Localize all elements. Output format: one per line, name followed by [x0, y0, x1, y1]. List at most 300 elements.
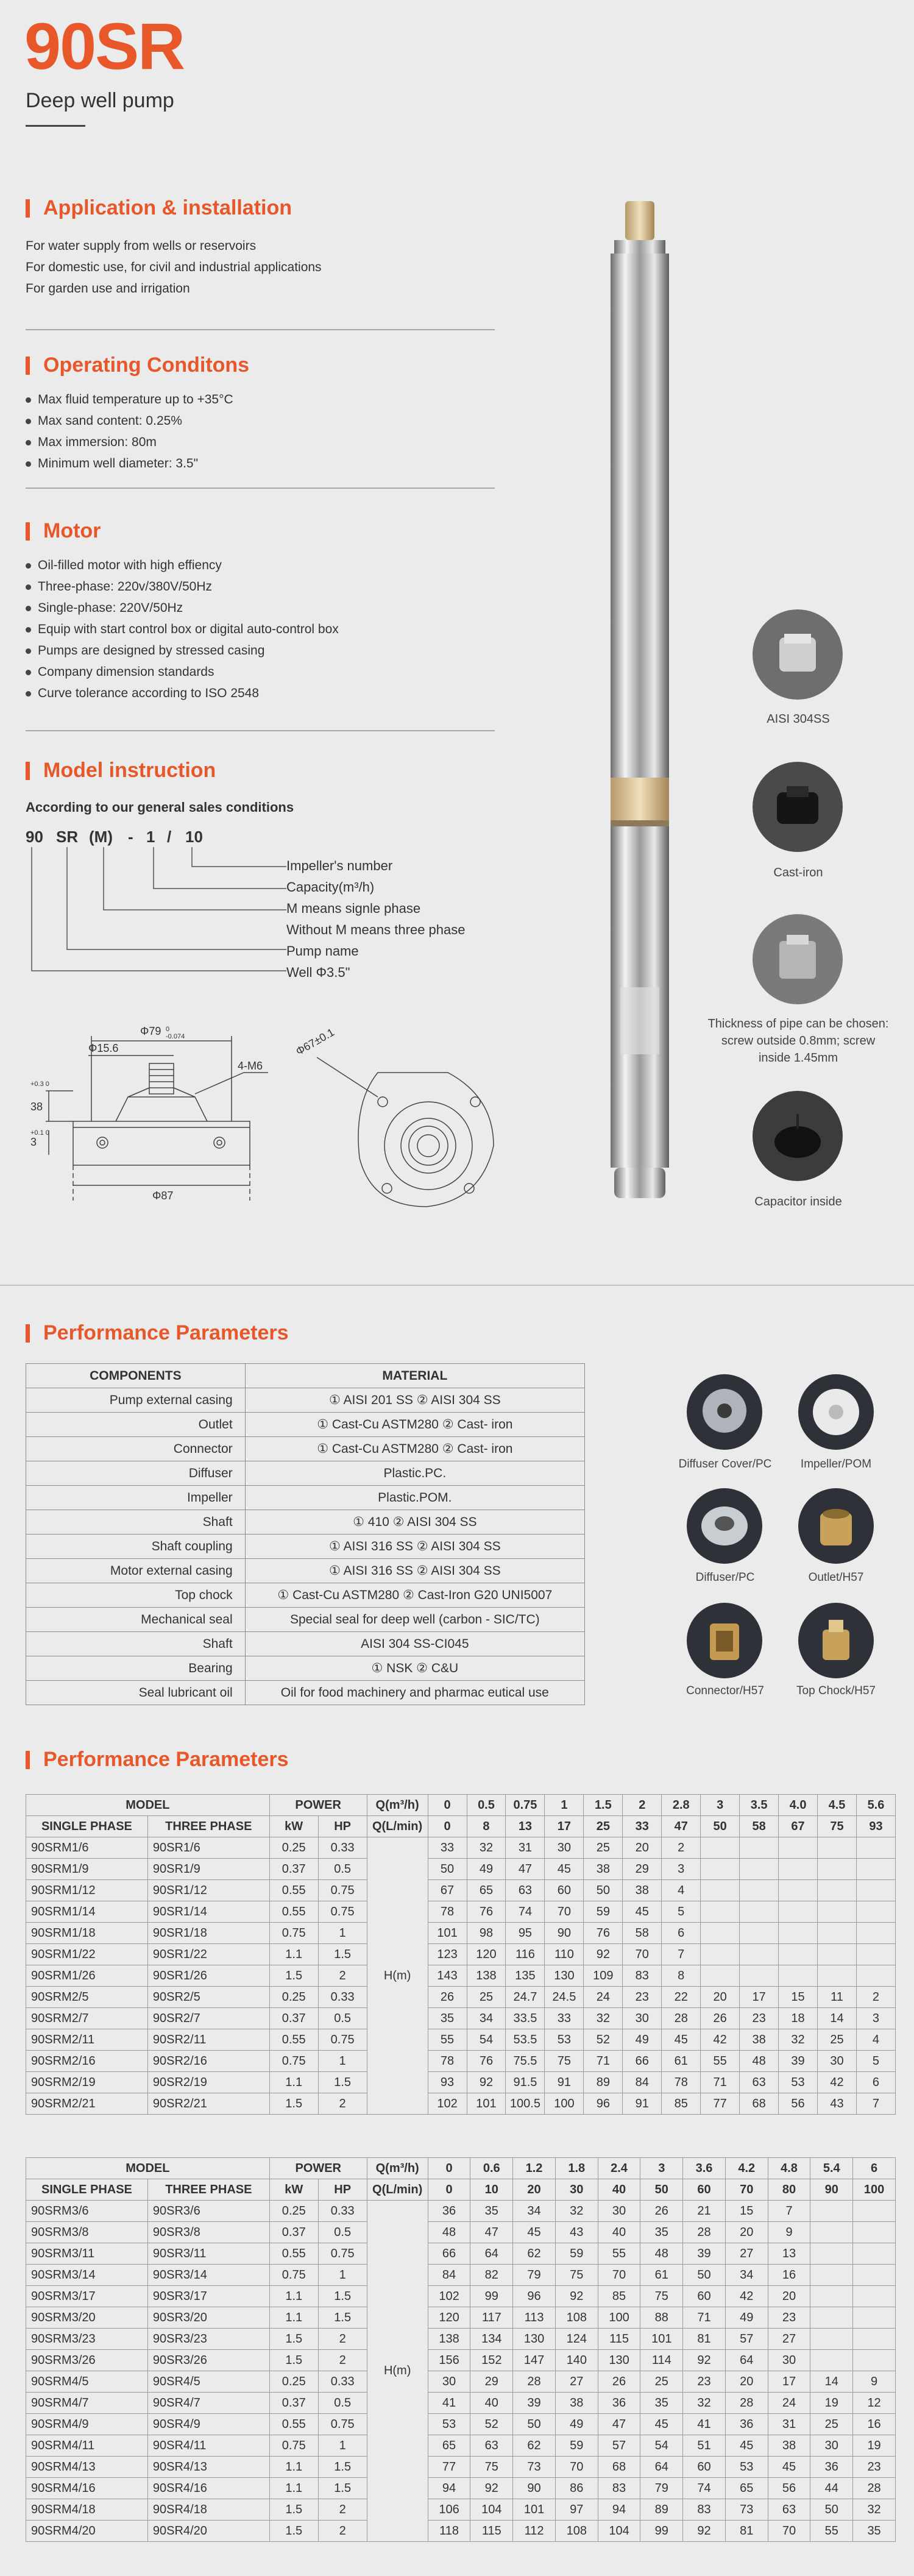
head-label-cell: H(m) — [367, 2201, 428, 2542]
table-row — [26, 1987, 896, 2008]
head-value-cell — [856, 1965, 895, 1987]
single-phase-model: 90SRM1/18 — [26, 1923, 148, 1944]
hp-cell: 1.5 — [318, 2457, 367, 2478]
head-value-cell — [740, 1880, 779, 1901]
head-value-cell: 98 — [467, 1923, 506, 1944]
table-row — [26, 2499, 896, 2521]
head-value-cell — [853, 2222, 896, 2243]
head-value-cell: 63 — [740, 2072, 779, 2093]
dim-h2: 3 — [30, 1136, 37, 1148]
q-value: 5.6 — [856, 1795, 895, 1816]
head-value-cell: 90 — [513, 2478, 556, 2499]
dim-h1-tol: +0.3 0 — [30, 1080, 49, 1088]
single-phase-model: 90SRM4/20 — [26, 2521, 148, 2542]
head-value-cell: 79 — [513, 2265, 556, 2286]
material-cell: ① AISI 316 SS ② AISI 304 SS — [245, 1535, 584, 1559]
operating-item: Max fluid temperature up to +35°C — [26, 389, 233, 410]
hp-cell: 1.5 — [318, 2286, 367, 2307]
three-phase-model: 90SR1/22 — [147, 1944, 269, 1965]
q-value: 47 — [662, 1816, 701, 1837]
impeller-photo — [798, 1374, 874, 1450]
kw-cell: 0.55 — [269, 2243, 318, 2265]
head-value-cell: 73 — [513, 2457, 556, 2478]
head-value-cell: 4 — [662, 1880, 701, 1901]
head-value-cell: 50 — [428, 1859, 467, 1880]
three-phase-model: 90SR3/20 — [147, 2307, 269, 2329]
head-value-cell: 49 — [555, 2414, 598, 2435]
dim-d2: Φ15.6 — [88, 1042, 119, 1054]
head-value-cell: 79 — [640, 2478, 683, 2499]
materials-body — [26, 1388, 585, 1705]
single-phase-model: 90SRM1/14 — [26, 1901, 148, 1923]
operating-list — [26, 389, 233, 474]
kw-cell: 1.5 — [269, 2093, 318, 2115]
head-value-cell: 36 — [725, 2414, 768, 2435]
q-value: 93 — [856, 1816, 895, 1837]
three-phase-model: 90SR1/9 — [147, 1859, 269, 1880]
application-line: For garden use and irrigation — [26, 282, 190, 296]
kw-cell: 1.1 — [269, 2286, 318, 2307]
q-value: 40 — [598, 2179, 640, 2201]
single-phase-model: 90SRM3/20 — [26, 2307, 148, 2329]
head-value-cell: 49 — [725, 2307, 768, 2329]
head-value-cell — [779, 1837, 818, 1859]
hp-cell: 2 — [318, 2521, 367, 2542]
head-value-cell — [810, 2243, 853, 2265]
head-value-cell: 45 — [545, 1859, 584, 1880]
section-separator — [0, 1285, 914, 1286]
head-value-cell: 95 — [506, 1923, 545, 1944]
head-value-cell: 73 — [725, 2499, 768, 2521]
q-value: 6 — [853, 2158, 896, 2179]
head-value-cell: 54 — [640, 2435, 683, 2457]
head-value-cell: 23 — [853, 2457, 896, 2478]
head-value-cell: 97 — [555, 2499, 598, 2521]
head-value-cell: 25 — [810, 2414, 853, 2435]
head-value-cell: 56 — [768, 2478, 810, 2499]
single-phase-model: 90SRM2/5 — [26, 1987, 148, 2008]
head-value-cell: 11 — [818, 1987, 857, 2008]
head-value-cell — [818, 1944, 857, 1965]
model-instruction-heading — [26, 759, 216, 782]
head-value-cell: 51 — [683, 2435, 726, 2457]
head-value-cell — [740, 1923, 779, 1944]
section-bar — [26, 357, 30, 375]
head-value-cell: 106 — [428, 2499, 470, 2521]
head-value-cell: 19 — [810, 2393, 853, 2414]
head-value-cell: 49 — [467, 1859, 506, 1880]
head-value-cell: 34 — [513, 2201, 556, 2222]
component-cell: Outlet — [26, 1413, 246, 1437]
head-value-cell: 35 — [853, 2521, 896, 2542]
head-value-cell: 42 — [701, 2029, 740, 2051]
head-value-cell: 30 — [623, 2008, 662, 2029]
material-cell: Plastic.POM. — [245, 1486, 584, 1510]
performance-heading — [26, 1748, 289, 1772]
q-lmin-header: Q(L/min) — [367, 2179, 428, 2201]
table-row — [26, 2307, 896, 2329]
head-value-cell: 17 — [768, 2371, 810, 2393]
head-value-cell: 14 — [810, 2371, 853, 2393]
kw-cell: 0.37 — [269, 1859, 318, 1880]
head-value-cell — [779, 1923, 818, 1944]
kw-cell: 0.55 — [269, 1880, 318, 1901]
head-value-cell: 60 — [545, 1880, 584, 1901]
head-value-cell: 78 — [662, 2072, 701, 2093]
diffuser-icon — [687, 1488, 762, 1564]
q-value: 0.75 — [506, 1795, 545, 1816]
kw-cell: 0.25 — [269, 2201, 318, 2222]
head-value-cell: 30 — [428, 2371, 470, 2393]
head-value-cell: 75 — [470, 2457, 513, 2478]
head-value-cell: 61 — [640, 2265, 683, 2286]
code-slash: / — [167, 828, 172, 846]
application-heading-text: Application & installation — [43, 196, 292, 219]
connector-icon — [687, 1603, 762, 1678]
head-value-cell: 84 — [623, 2072, 662, 2093]
code-dash: - — [128, 828, 133, 846]
model-header: MODEL — [26, 2158, 270, 2179]
head-value-cell: 109 — [584, 1965, 623, 1987]
kw-cell: 1.5 — [269, 2521, 318, 2542]
q-value: 10 — [470, 2179, 513, 2201]
head-value-cell: 124 — [555, 2329, 598, 2350]
head-value-cell: 63 — [470, 2435, 513, 2457]
head-value-cell: 63 — [768, 2499, 810, 2521]
table-row — [26, 2243, 896, 2265]
top-chock-photo — [798, 1603, 874, 1678]
material-cell: ① AISI 316 SS ② AISI 304 SS — [245, 1559, 584, 1583]
table-header-row — [26, 1816, 896, 1837]
motor-item: Oil-filled motor with high effiency — [26, 555, 339, 576]
head-value-cell: 135 — [506, 1965, 545, 1987]
kw-cell: 1.1 — [269, 1944, 318, 1965]
table-row — [26, 1461, 585, 1486]
head-value-cell: 62 — [513, 2435, 556, 2457]
dimension-drawing — [12, 1006, 512, 1231]
head-value-cell — [853, 2307, 896, 2329]
component-cell: Mechanical seal — [26, 1608, 246, 1632]
head-value-cell: 108 — [555, 2307, 598, 2329]
head-value-cell: 90 — [545, 1923, 584, 1944]
head-value-cell: 31 — [506, 1837, 545, 1859]
q-value: 4.5 — [818, 1795, 857, 1816]
feature-caption: AISI 304SS — [767, 712, 830, 726]
head-value-cell: 92 — [683, 2521, 726, 2542]
head-value-cell: 92 — [470, 2478, 513, 2499]
head-value-cell — [701, 1880, 740, 1901]
table-row — [26, 2222, 896, 2243]
single-phase-model: 90SRM4/11 — [26, 2435, 148, 2457]
kw-cell: 0.55 — [269, 2029, 318, 2051]
model-header: MODEL — [26, 1795, 270, 1816]
single-phase-model: 90SRM3/6 — [26, 2201, 148, 2222]
top-chock-icon — [798, 1603, 874, 1678]
component-cell: Seal lubricant oil — [26, 1681, 246, 1705]
table-row — [26, 2414, 896, 2435]
head-value-cell — [701, 1965, 740, 1987]
power-header: POWER — [269, 2158, 367, 2179]
q-value: 75 — [818, 1816, 857, 1837]
head-value-cell — [818, 1901, 857, 1923]
head-value-cell — [810, 2222, 853, 2243]
head-value-cell: 47 — [470, 2222, 513, 2243]
head-value-cell: 76 — [467, 1901, 506, 1923]
head-value-cell: 26 — [428, 1987, 467, 2008]
head-value-cell: 29 — [470, 2371, 513, 2393]
head-value-cell: 9 — [853, 2371, 896, 2393]
hp-cell: 1.5 — [318, 2072, 367, 2093]
head-value-cell: 50 — [584, 1880, 623, 1901]
head-value-cell: 64 — [640, 2457, 683, 2478]
head-value-cell: 22 — [662, 1987, 701, 2008]
section-bar — [26, 522, 30, 541]
head-value-cell: 33 — [428, 1837, 467, 1859]
head-value-cell: 12 — [853, 2393, 896, 2414]
head-value-cell: 42 — [725, 2286, 768, 2307]
single-phase-model: 90SRM4/16 — [26, 2478, 148, 2499]
head-value-cell: 31 — [768, 2414, 810, 2435]
hp-cell: 2 — [318, 2329, 367, 2350]
head-value-cell: 35 — [640, 2393, 683, 2414]
head-value-cell: 50 — [513, 2414, 556, 2435]
q-value: 80 — [768, 2179, 810, 2201]
head-value-cell: 16 — [768, 2265, 810, 2286]
head-value-cell: 130 — [598, 2350, 640, 2371]
head-value-cell: 81 — [725, 2521, 768, 2542]
head-value-cell: 91 — [545, 2072, 584, 2093]
single-phase-model: 90SRM2/7 — [26, 2008, 148, 2029]
capacitor-icon — [753, 1091, 843, 1181]
head-value-cell: 94 — [428, 2478, 470, 2499]
head-value-cell: 75 — [545, 2051, 584, 2072]
head-value-cell: 27 — [725, 2243, 768, 2265]
code-sr: SR — [56, 828, 79, 846]
code-impellers: 10 — [185, 828, 203, 846]
dim-d1-tol-up: 0 — [166, 1026, 170, 1033]
code-m: (M) — [89, 828, 113, 846]
head-value-cell — [818, 1837, 857, 1859]
motor-item: Company dimension standards — [26, 661, 339, 683]
single-phase-model: 90SRM3/23 — [26, 2329, 148, 2350]
power-header: POWER — [269, 1795, 367, 1816]
head-value-cell: 3 — [856, 2008, 895, 2029]
q-value: 3.5 — [740, 1795, 779, 1816]
hp-cell: 0.33 — [318, 2371, 367, 2393]
single-phase-model: 90SRM3/26 — [26, 2350, 148, 2371]
three-phase-model: 90SR2/5 — [147, 1987, 269, 2008]
three-phase-model: 90SR1/18 — [147, 1923, 269, 1944]
kw-cell: 1.5 — [269, 1965, 318, 1987]
head-value-cell: 152 — [470, 2350, 513, 2371]
connector-photo — [687, 1603, 762, 1678]
impeller-icon — [798, 1374, 874, 1450]
head-value-cell: 32 — [584, 2008, 623, 2029]
head-value-cell: 39 — [779, 2051, 818, 2072]
head-value-cell: 62 — [513, 2243, 556, 2265]
head-value-cell: 48 — [740, 2051, 779, 2072]
part-caption: Impeller/POM — [800, 1458, 872, 1471]
single-phase-model: 90SRM4/13 — [26, 2457, 148, 2478]
application-line: For water supply from wells or reservoirs — [26, 239, 257, 253]
head-value-cell: 5 — [662, 1901, 701, 1923]
single-phase-header: SINGLE PHASE — [26, 1816, 148, 1837]
q-lmin-header: Q(L/min) — [367, 1816, 428, 1837]
motor-item: Pumps are designed by stressed casing — [26, 640, 339, 661]
head-value-cell — [779, 1901, 818, 1923]
hp-cell: 0.75 — [318, 2243, 367, 2265]
head-value-cell: 104 — [470, 2499, 513, 2521]
divider — [26, 488, 495, 489]
head-value-cell — [856, 1901, 895, 1923]
single-phase-model: 90SRM2/21 — [26, 2093, 148, 2115]
three-phase-model: 90SR2/16 — [147, 2051, 269, 2072]
head-value-cell: 6 — [662, 1923, 701, 1944]
table-row — [26, 1608, 585, 1632]
q-m3h-header: Q(m³/h) — [367, 2158, 428, 2179]
q-value: 2.4 — [598, 2158, 640, 2179]
table-row — [26, 1880, 896, 1901]
head-value-cell: 38 — [768, 2435, 810, 2457]
kw-cell: 0.75 — [269, 2265, 318, 2286]
section-bar — [26, 762, 30, 780]
q-value: 67 — [779, 1816, 818, 1837]
three-phase-model: 90SR1/14 — [147, 1901, 269, 1923]
single-phase-model: 90SRM1/22 — [26, 1944, 148, 1965]
head-value-cell: 23 — [683, 2371, 726, 2393]
legend-three-phase: Without M means three phase — [286, 922, 466, 937]
head-value-cell: 35 — [428, 2008, 467, 2029]
head-value-cell: 113 — [513, 2307, 556, 2329]
head-value-cell — [779, 1880, 818, 1901]
hp-cell: 0.5 — [318, 2222, 367, 2243]
operating-heading — [26, 353, 249, 377]
single-phase-model: 90SRM1/26 — [26, 1965, 148, 1987]
q-value: 17 — [545, 1816, 584, 1837]
three-phase-model: 90SR1/6 — [147, 1837, 269, 1859]
head-value-cell — [740, 1837, 779, 1859]
table-row — [26, 2350, 896, 2371]
section-bar — [26, 1751, 30, 1769]
head-value-cell — [740, 1965, 779, 1987]
head-value-cell: 78 — [428, 2051, 467, 2072]
head-value-cell: 26 — [598, 2371, 640, 2393]
single-phase-model: 90SRM3/17 — [26, 2286, 148, 2307]
head-value-cell: 29 — [623, 1859, 662, 1880]
model-code-leader-lines — [24, 847, 292, 981]
table-row — [26, 2072, 896, 2093]
q-m3h-header: Q(m³/h) — [367, 1795, 428, 1816]
operating-item: Minimum well diameter: 3.5" — [26, 453, 233, 474]
head-value-cell: 30 — [598, 2201, 640, 2222]
head-value-cell: 64 — [725, 2350, 768, 2371]
motor-heading-text: Motor — [43, 519, 101, 542]
head-value-cell: 66 — [623, 2051, 662, 2072]
head-value-cell: 70 — [555, 2457, 598, 2478]
kw-cell: 1.1 — [269, 2457, 318, 2478]
table-row — [26, 2286, 896, 2307]
head-value-cell: 83 — [623, 1965, 662, 1987]
q-value: 4.0 — [779, 1795, 818, 1816]
hp-cell: 1 — [318, 2265, 367, 2286]
head-value-cell — [740, 1859, 779, 1880]
pipe-icon — [753, 914, 843, 1004]
table-row — [26, 2329, 896, 2350]
kw-cell: 0.55 — [269, 2414, 318, 2435]
three-phase-model: 90SR2/11 — [147, 2029, 269, 2051]
three-phase-model: 90SR1/26 — [147, 1965, 269, 1987]
head-value-cell — [818, 1965, 857, 1987]
diffuser-cover-icon — [687, 1374, 762, 1450]
section-bar — [26, 1324, 30, 1343]
table-header-row — [26, 1795, 896, 1816]
head-value-cell: 36 — [428, 2201, 470, 2222]
material-cell: Plastic.PC. — [245, 1461, 584, 1486]
three-phase-header: THREE PHASE — [147, 2179, 269, 2201]
head-value-cell: 102 — [428, 2286, 470, 2307]
head-value-cell — [701, 1859, 740, 1880]
three-phase-model: 90SR2/19 — [147, 2072, 269, 2093]
head-value-cell: 92 — [555, 2286, 598, 2307]
kw-header: kW — [269, 1816, 318, 1837]
head-value-cell: 7 — [662, 1944, 701, 1965]
three-phase-model: 90SR4/20 — [147, 2521, 269, 2542]
head-value-cell: 38 — [584, 1859, 623, 1880]
hp-cell: 0.75 — [318, 2414, 367, 2435]
operating-heading-text: Operating Conditons — [43, 353, 250, 377]
head-value-cell: 101 — [428, 1923, 467, 1944]
head-value-cell: 83 — [598, 2478, 640, 2499]
head-value-cell: 32 — [555, 2201, 598, 2222]
head-value-cell: 18 — [779, 2008, 818, 2029]
hp-cell: 1.5 — [318, 2307, 367, 2329]
head-value-cell: 7 — [768, 2201, 810, 2222]
single-phase-model: 90SRM2/11 — [26, 2029, 148, 2051]
hp-cell: 0.33 — [318, 2201, 367, 2222]
legend-impellers: Impeller's number — [286, 858, 393, 873]
head-value-cell — [810, 2201, 853, 2222]
head-value-cell: 91.5 — [506, 2072, 545, 2093]
q-value: 90 — [810, 2179, 853, 2201]
component-cell: Diffuser — [26, 1461, 246, 1486]
head-value-cell: 25 — [584, 1837, 623, 1859]
q-value: 8 — [467, 1816, 506, 1837]
head-value-cell: 43 — [818, 2093, 857, 2115]
hp-cell: 0.5 — [318, 2393, 367, 2414]
kw-cell: 1.1 — [269, 2478, 318, 2499]
head-value-cell: 58 — [623, 1923, 662, 1944]
head-value-cell: 71 — [584, 2051, 623, 2072]
table-row — [26, 1632, 585, 1656]
q-value: 0.5 — [467, 1795, 506, 1816]
material-cell: AISI 304 SS-CI045 — [245, 1632, 584, 1656]
head-value-cell: 38 — [740, 2029, 779, 2051]
q-value: 20 — [513, 2179, 556, 2201]
head-value-cell: 30 — [545, 1837, 584, 1859]
head-value-cell: 20 — [623, 1837, 662, 1859]
head-value-cell: 65 — [725, 2478, 768, 2499]
legend-pump-name: Pump name — [286, 943, 359, 959]
table-row — [26, 1944, 896, 1965]
legend-well: Well Φ3.5" — [286, 965, 350, 980]
head-value-cell: 75.5 — [506, 2051, 545, 2072]
head-value-cell: 59 — [555, 2243, 598, 2265]
table-row — [26, 2457, 896, 2478]
q-value: 3 — [640, 2158, 683, 2179]
head-value-cell: 40 — [470, 2393, 513, 2414]
three-phase-model: 90SR4/5 — [147, 2371, 269, 2393]
head-value-cell: 88 — [640, 2307, 683, 2329]
